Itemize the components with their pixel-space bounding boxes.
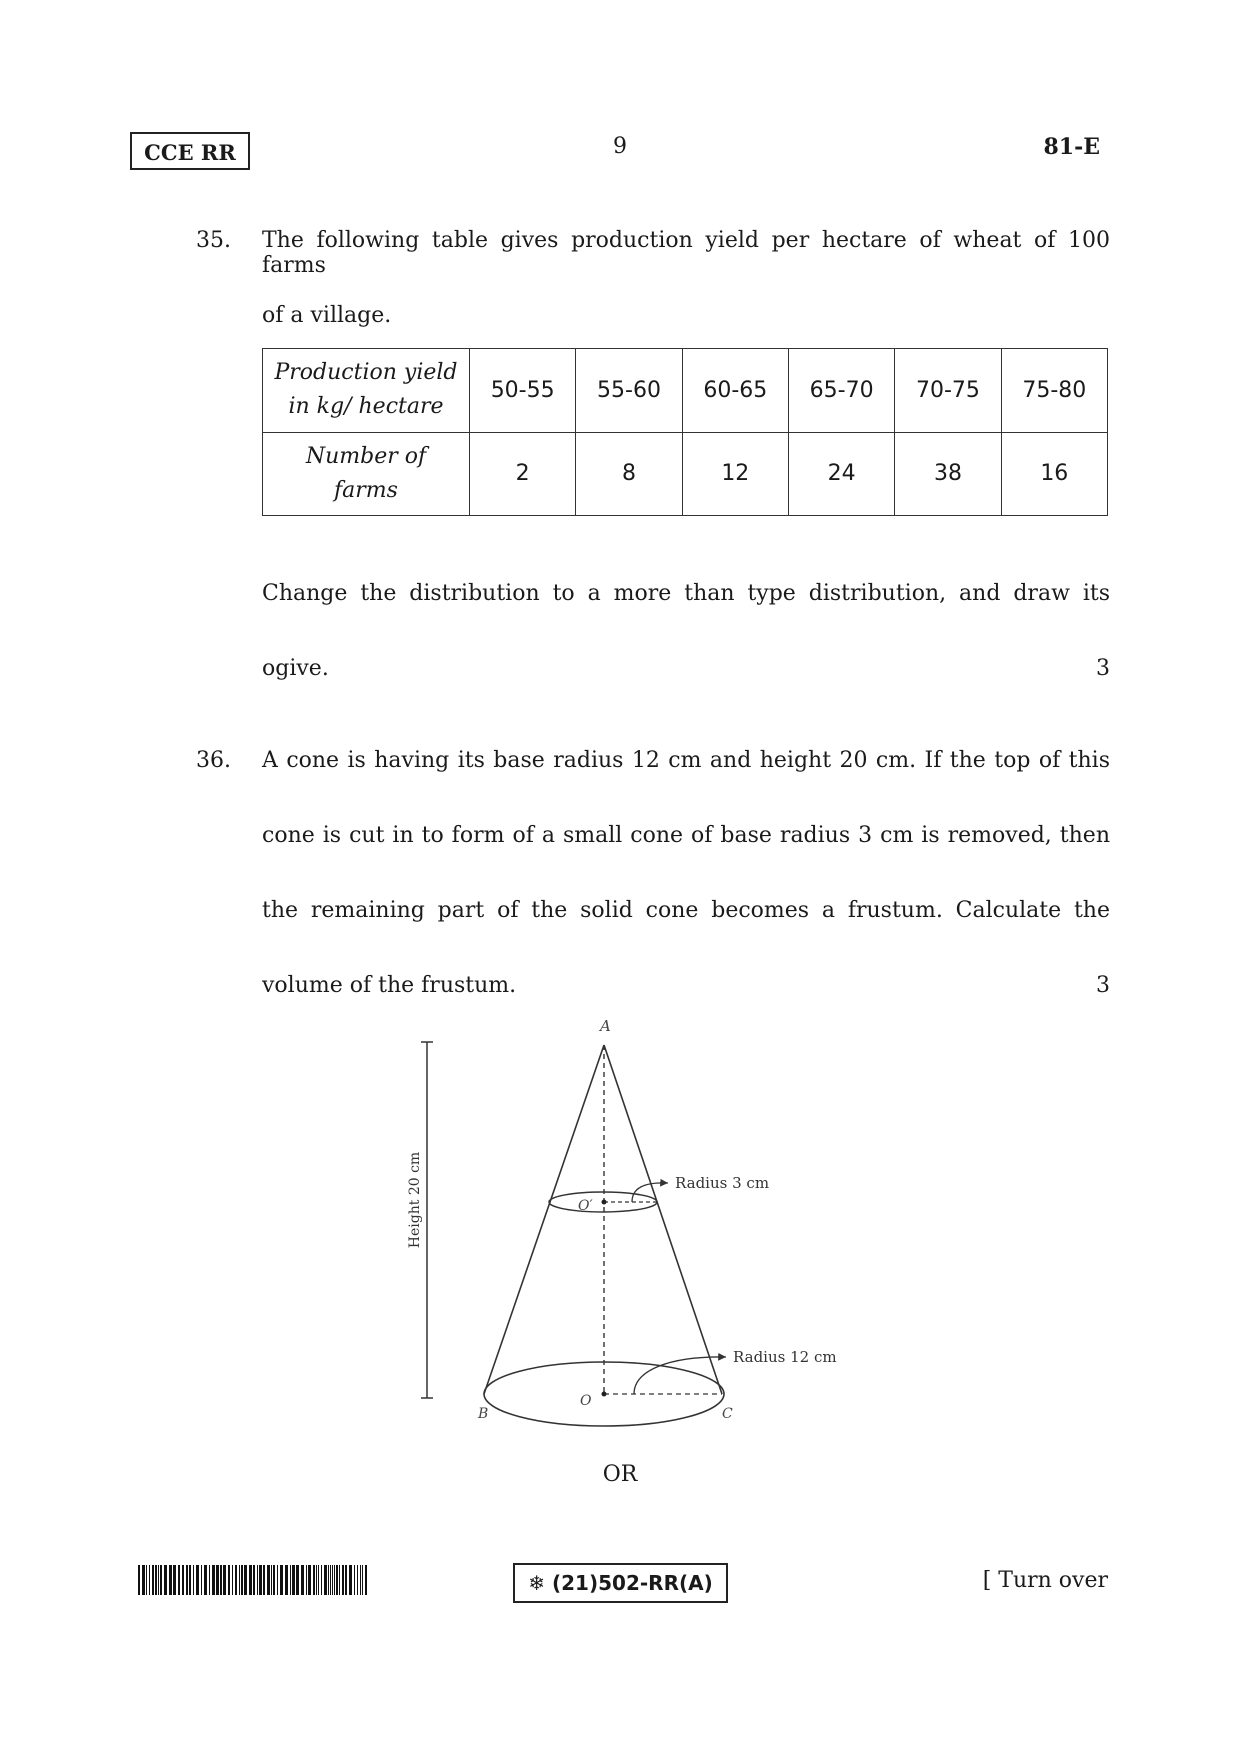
barcode-bar [204,1565,207,1595]
point-b-label: B [478,1406,489,1422]
table-cell: 50-55 [470,349,576,433]
barcode-bar [216,1565,219,1595]
barcode-bar [239,1565,240,1595]
barcode-bar [357,1565,358,1595]
table-cell: 70-75 [895,349,1001,433]
point-c-label: C [722,1406,733,1422]
barcode-bar [336,1565,338,1595]
barcode-bar [235,1565,237,1595]
barcode-bar [223,1565,226,1595]
table-cell: 16 [1001,432,1107,516]
question-36-number: 36. [196,748,231,773]
large-radius-pointer [634,1357,726,1394]
barcode-bar [365,1565,367,1595]
barcode-bar [164,1565,167,1595]
table-cell: 2 [470,432,576,516]
barcode-bar [301,1565,304,1595]
barcode-bar [334,1565,335,1595]
barcode-bar [339,1565,340,1595]
row-header-line: Production yield [274,360,458,386]
row-header-line: Number of [305,443,427,469]
height-label: Height 20 cm [407,1151,423,1249]
barcode-bar [342,1565,344,1595]
question-35-line-1: The following table gives production yield per hectare of wheat of 100 farms [262,228,1110,278]
question-35-number: 35. [196,228,231,253]
barcode-bar [313,1565,315,1595]
barcode-bar [241,1565,243,1595]
barcode-bar [173,1565,176,1595]
question-35-line-2: of a village. [262,303,392,328]
barcode-bar [193,1565,194,1595]
question-36-line-3: the remaining part of the solid cone becomes a frustum. Calculate the [262,898,1110,923]
base-center-label: O [580,1393,592,1409]
barcode-bar [290,1565,291,1595]
or-separator: OR [602,1462,638,1487]
barcode-bar [142,1565,145,1595]
barcode-bar [178,1565,180,1595]
barcode-bar [249,1565,252,1595]
barcode-bar [277,1565,278,1595]
barcode-bar [316,1565,317,1595]
top-center-label: O′ [578,1198,593,1214]
cone-right-side [604,1045,722,1394]
table-cell: 24 [788,432,894,516]
barcode-bar [201,1565,202,1595]
barcode-bar [212,1565,215,1595]
barcode-bar [196,1565,199,1595]
barcode-bar [273,1565,275,1595]
table-cell: 38 [895,432,1001,516]
paper-code: 81-E [1043,134,1100,160]
barcode-bar [257,1565,258,1595]
barcode-bar [306,1565,307,1595]
turn-over-note: [ Turn over [982,1568,1108,1593]
footer-code: (21)502-RR(A) [552,1571,713,1595]
row-header-line: farms [334,477,398,503]
barcode-bar [328,1565,329,1595]
base-center-dot [602,1392,607,1397]
question-35-marks: 3 [1096,656,1110,681]
table-cell: 55-60 [576,349,682,433]
barcode-bar [292,1565,295,1595]
question-36-marks: 3 [1096,973,1110,998]
barcode-bar [263,1565,265,1595]
barcode-bar [332,1565,333,1595]
page-number: 9 [613,134,627,159]
question-35-line-4: ogive. [262,656,329,681]
large-radius-label: Radius 12 cm [733,1348,837,1366]
question-35-line-3: Change the distribution to a more than type distribution, and draw its [262,581,1110,606]
barcode-bar [228,1565,230,1595]
barcode-bar [280,1565,283,1595]
barcode-bar [160,1565,162,1595]
table-cell: 60-65 [682,349,788,433]
footer-code-box [513,1563,728,1603]
table-cell: 12 [682,432,788,516]
header-box-label: CCE RR [130,132,250,170]
barcode-bar [155,1565,157,1595]
barcode-bar [189,1565,191,1595]
barcode-bar [345,1565,347,1595]
table-cell: 65-70 [788,349,894,433]
barcode-bar [296,1565,299,1595]
barcode-bar [259,1565,262,1595]
barcode-bar [362,1565,363,1595]
barcode-bar [149,1565,150,1595]
row-header-line: in kg/ hectare [288,394,444,420]
small-radius-pointer [632,1183,668,1202]
barcode-bar [138,1565,140,1595]
snowflake-icon: ❄ [528,1571,546,1595]
barcode-icon [138,1565,370,1595]
barcode-bar [146,1565,147,1595]
barcode-bar [324,1565,327,1595]
barcode-bar [253,1565,255,1595]
barcode-bar [321,1565,322,1595]
barcode-bar [244,1565,247,1595]
barcode-bar [152,1565,154,1595]
small-radius-label: Radius 3 cm [675,1174,770,1192]
apex-label: A [600,1017,611,1035]
barcode-bar [271,1565,272,1595]
table-cell: 75-80 [1001,349,1107,433]
barcode-bar [209,1565,210,1595]
barcode-bar [169,1565,172,1595]
barcode-bar [220,1565,222,1595]
barcode-bar [232,1565,233,1595]
cone-left-side [484,1045,604,1394]
barcode-bar [186,1565,188,1595]
barcode-bar [285,1565,288,1595]
barcode-bar [318,1565,319,1595]
table-cell: 8 [576,432,682,516]
barcode-bar [158,1565,159,1595]
question-36-line-2: cone is cut in to form of a small cone of base radius 3 cm is removed, then [262,823,1110,848]
barcode-bar [354,1565,355,1595]
question-36-line-4: volume of the frustum. [262,973,517,998]
top-center-dot [602,1200,607,1205]
question-36-line-1: A cone is having its base radius 12 cm and height 20 cm. If the top of this [262,748,1110,773]
barcode-bar [308,1565,311,1595]
barcode-bar [360,1565,361,1595]
barcode-bar [182,1565,184,1595]
barcode-bar [330,1565,331,1595]
barcode-bar [349,1565,352,1595]
barcode-bar [267,1565,270,1595]
